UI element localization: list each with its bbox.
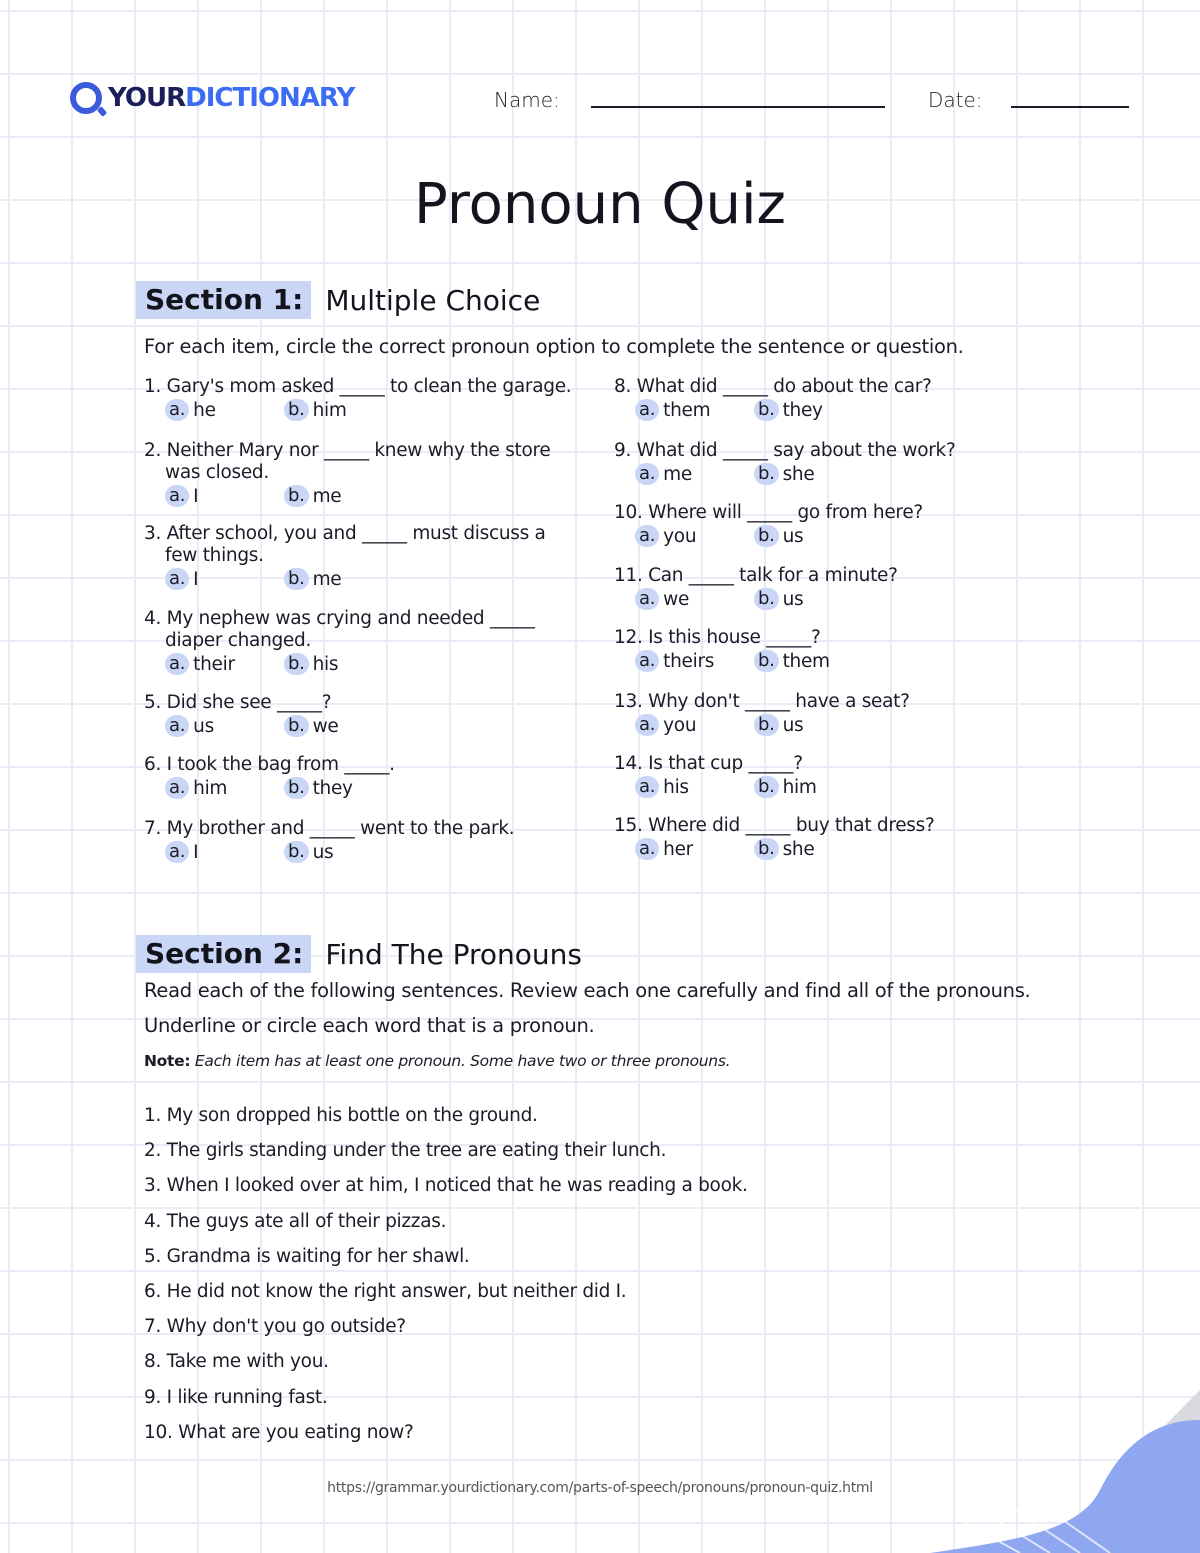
option-value: his — [312, 653, 339, 675]
question-number: 13. — [614, 691, 643, 712]
sentence-item: 5. Grandma is waiting for her shawl. — [144, 1245, 470, 1267]
question-line-2: few things. — [165, 545, 264, 566]
question-text — [614, 691, 910, 713]
logo-text — [108, 83, 354, 113]
section2-instructions-1: Read each of the following sentences. Review each one carefully and find all of the pronouns. — [144, 979, 1031, 1002]
option-value: we — [663, 588, 690, 610]
option-letter: b. — [284, 399, 309, 421]
option-a[interactable] — [635, 399, 710, 421]
question-number: 15. — [614, 815, 643, 836]
option-value: her — [663, 838, 693, 860]
question-line: Where did _____ buy that dress? — [648, 815, 935, 836]
option-a[interactable] — [165, 715, 214, 737]
date-line[interactable] — [1011, 106, 1129, 108]
question-number: 3. — [144, 523, 162, 544]
option-letter: a. — [635, 399, 659, 421]
option-value: I — [193, 568, 199, 590]
option-letter: b. — [284, 777, 309, 799]
note-text: Each item has at least one pronoun. Some have two or three pronouns. — [194, 1052, 731, 1070]
question-line: Gary's mom asked _____ to clean the garage. — [166, 376, 572, 397]
option-b[interactable] — [754, 399, 823, 421]
question-line: Why don't _____ have a seat? — [648, 691, 910, 712]
section1-subtitle: Multiple Choice — [325, 283, 541, 317]
option-b[interactable] — [284, 399, 347, 421]
option-value: him — [193, 777, 228, 799]
section1-instructions: For each item, circle the correct pronoun option to complete the sentence or question. — [144, 335, 964, 358]
question-line: Is this house _____? — [648, 627, 821, 648]
question-line: Neither Mary nor _____ knew why the store — [166, 440, 551, 461]
option-letter: a. — [165, 653, 189, 675]
question-text — [614, 753, 803, 775]
option-letter: a. — [165, 568, 189, 590]
option-value: they — [312, 777, 353, 799]
option-value: we — [312, 715, 339, 737]
name-line[interactable] — [591, 106, 885, 108]
question-number: 10. — [614, 502, 643, 523]
question-text — [144, 376, 571, 398]
option-letter: b. — [754, 776, 779, 798]
footer-url: https://grammar.yourdictionary.com/parts-of-speech/pronouns/pronoun-quiz.html — [327, 1480, 873, 1496]
option-letter: a. — [165, 485, 189, 507]
question-line-2: was closed. — [165, 462, 269, 483]
logo-your: YOUR — [108, 83, 186, 113]
option-value: them — [782, 650, 830, 672]
page-title: Pronoun Quiz — [414, 172, 786, 237]
option-value: us — [193, 715, 214, 737]
option-value: me — [663, 463, 692, 485]
option-b[interactable] — [754, 838, 814, 860]
option-value: them — [663, 399, 711, 421]
option-value: she — [782, 463, 815, 485]
question-text — [614, 440, 955, 462]
sentence-item: 1. My son dropped his bottle on the ground. — [144, 1105, 538, 1126]
option-letter: b. — [284, 715, 309, 737]
option-a[interactable] — [635, 714, 696, 736]
question-line: Where will _____ go from here? — [648, 502, 923, 523]
option-b[interactable] — [754, 776, 817, 798]
question-text — [144, 440, 551, 462]
option-value: you — [663, 714, 697, 736]
question-number: 8. — [614, 376, 632, 397]
question-line: My brother and _____ went to the park. — [166, 818, 515, 839]
question-number: 12. — [614, 627, 643, 648]
magnifier-icon — [70, 82, 102, 114]
sentence-item: 4. The guys ate all of their pizzas. — [144, 1210, 447, 1232]
option-value: their — [193, 653, 235, 675]
option-letter: a. — [165, 777, 189, 799]
option-a[interactable] — [165, 653, 235, 675]
question-text — [614, 502, 923, 524]
option-value: him — [782, 776, 817, 798]
date-label: Date: — [928, 88, 983, 112]
sentence-item: 6. He did not know the right answer, but neither did I. — [144, 1281, 627, 1302]
option-value: me — [312, 568, 342, 590]
question-line: Can _____ talk for a minute? — [648, 565, 898, 586]
question-number: 5. — [144, 692, 162, 713]
option-value: he — [193, 399, 216, 421]
option-value: they — [782, 399, 823, 421]
option-letter: a. — [635, 650, 659, 672]
question-number: 6. — [144, 754, 162, 775]
question-text — [614, 376, 932, 398]
option-letter: b. — [284, 653, 309, 675]
option-value: us — [312, 841, 334, 863]
option-b[interactable] — [284, 653, 338, 675]
question-number: 14. — [614, 753, 643, 774]
logo-dictionary: DICTIONARY — [185, 83, 355, 113]
option-letter: a. — [635, 776, 659, 798]
sentence-item: 3. When I looked over at him, I noticed that he was reading a book. — [144, 1175, 748, 1197]
question-number: 2. — [144, 440, 162, 461]
sentence-item: 9. I like running fast. — [144, 1386, 328, 1408]
section1-tag: Section 1: — [136, 281, 311, 319]
option-b[interactable] — [284, 568, 341, 590]
option-letter: a. — [635, 525, 659, 547]
question-line: Is that cup _____? — [648, 753, 803, 774]
option-letter: b. — [754, 714, 779, 736]
question-number: 1. — [144, 376, 162, 397]
option-value: him — [312, 399, 347, 421]
option-a[interactable] — [165, 568, 198, 590]
option-b[interactable] — [284, 777, 353, 799]
question-text — [144, 754, 395, 776]
option-a[interactable] — [635, 650, 714, 672]
question-line: What did _____ say about the work? — [636, 440, 956, 461]
option-b[interactable] — [284, 485, 341, 507]
question-number: 4. — [144, 608, 162, 629]
section2-tag: Section 2: — [136, 935, 311, 973]
sentence-item: 8. Take me with you. — [144, 1351, 329, 1373]
section2-heading — [136, 935, 582, 973]
sentence-item: 7. Why don't you go outside? — [144, 1316, 406, 1338]
question-text — [144, 818, 514, 840]
logo — [70, 82, 354, 114]
name-label: Name: — [494, 88, 560, 112]
option-letter: a. — [635, 588, 659, 610]
option-b[interactable] — [754, 525, 803, 547]
option-letter: b. — [754, 838, 779, 860]
option-a[interactable] — [635, 838, 693, 860]
option-letter: a. — [635, 714, 659, 736]
sentence-item: 2. The girls standing under the tree are eating their lunch. — [144, 1140, 667, 1162]
question-number: 9. — [614, 440, 632, 461]
question-text — [144, 692, 331, 714]
decorative-wave — [900, 1380, 1200, 1553]
option-a[interactable] — [165, 485, 198, 507]
section2-instructions-2: Underline or circle each word that is a pronoun. — [144, 1014, 595, 1037]
question-number: 7. — [144, 818, 162, 839]
option-b[interactable] — [284, 841, 333, 863]
option-a[interactable] — [635, 588, 689, 610]
option-a[interactable] — [165, 399, 216, 421]
option-value: I — [193, 485, 199, 507]
option-letter: b. — [284, 485, 309, 507]
option-value: she — [782, 838, 815, 860]
sentence-item: 10. What are you eating now? — [144, 1421, 414, 1443]
question-line: Did she see _____? — [166, 692, 332, 713]
question-text — [614, 815, 935, 837]
section2-note — [144, 1052, 730, 1070]
question-line: After school, you and _____ must discuss a — [166, 523, 546, 544]
option-value: his — [663, 776, 689, 798]
option-b[interactable] — [754, 588, 803, 610]
option-a[interactable] — [165, 777, 227, 799]
question-text — [614, 565, 898, 587]
option-value: you — [663, 525, 697, 547]
option-letter: a. — [635, 463, 659, 485]
option-letter: a. — [165, 715, 189, 737]
option-b[interactable] — [284, 715, 338, 737]
option-b[interactable] — [754, 463, 814, 485]
section1-heading — [136, 281, 540, 319]
option-value: me — [312, 485, 342, 507]
option-b[interactable] — [754, 650, 830, 672]
option-b[interactable] — [754, 714, 803, 736]
option-letter: a. — [165, 841, 189, 863]
option-letter: a. — [165, 399, 189, 421]
option-a[interactable] — [635, 525, 696, 547]
option-letter: b. — [754, 588, 779, 610]
question-line: I took the bag from _____. — [166, 754, 395, 775]
option-letter: b. — [754, 525, 779, 547]
option-value: I — [193, 841, 199, 863]
section2-subtitle: Find The Pronouns — [325, 937, 582, 971]
option-a[interactable] — [165, 841, 198, 863]
option-a[interactable] — [635, 463, 692, 485]
option-letter: b. — [284, 841, 309, 863]
option-letter: b. — [754, 650, 779, 672]
question-line: What did _____ do about the car? — [636, 376, 932, 397]
question-line: My nephew was crying and needed _____ — [166, 608, 535, 629]
question-line-2: diaper changed. — [165, 630, 312, 651]
question-number: 11. — [614, 565, 643, 586]
option-letter: b. — [284, 568, 309, 590]
option-value: us — [782, 588, 804, 610]
option-letter: a. — [635, 838, 659, 860]
option-value: theirs — [663, 650, 715, 672]
option-letter: b. — [754, 463, 779, 485]
note-label: Note: — [144, 1052, 191, 1070]
option-value: us — [782, 525, 804, 547]
option-letter: b. — [754, 399, 779, 421]
question-text — [614, 627, 820, 649]
question-text — [144, 608, 535, 630]
option-value: us — [782, 714, 804, 736]
option-a[interactable] — [635, 776, 689, 798]
question-text — [144, 523, 546, 545]
